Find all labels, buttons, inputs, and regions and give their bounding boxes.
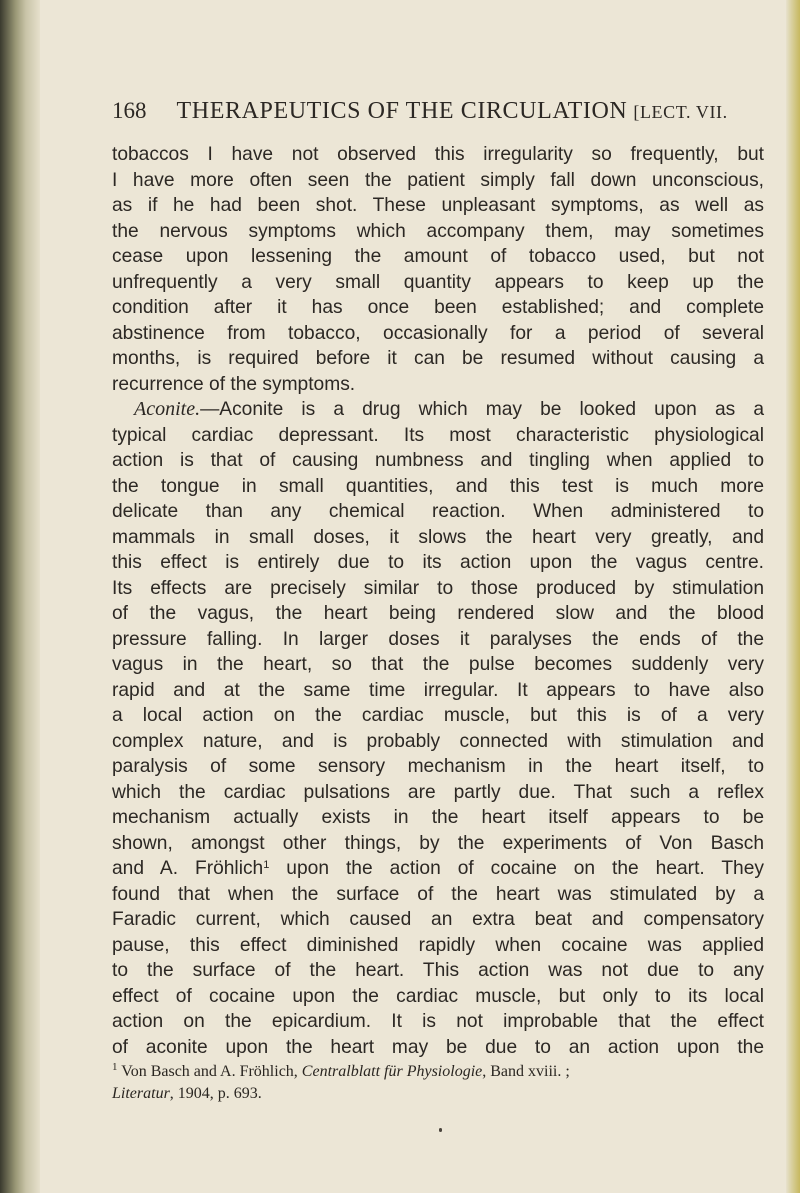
text-line: Its effects are precisely similar to those produced by stimulation [112, 577, 764, 599]
text-line: this effect is entirely due to its action upon the vagus centre. [112, 552, 764, 573]
text-line: cease upon lessening the amount of tobacco used, but not [112, 246, 764, 267]
text-line: of the vagus, the heart being rendered slow and the blood [112, 603, 764, 624]
text-line: a local action on the cardiac muscle, but this is of a very [112, 705, 764, 726]
footnote-text: Von Basch and A. Fröhlich, [117, 1063, 302, 1080]
footnote-marker: 1 [112, 1061, 118, 1073]
text-line: typical cardiac depressant. Its most characteristic physiological [112, 424, 764, 446]
text-line: rapid and at the same time irregular. It appears to have also [112, 679, 764, 701]
text-line: as if he had been shot. These unpleasant symptoms, as well as [112, 195, 764, 216]
text-line: tobaccos I have not observed this irregularity so frequently, but [112, 144, 764, 165]
text-line: mechanism actually exists in the heart itself appears to be [112, 807, 764, 828]
text-line: the nervous symptoms which accompany them, may sometimes [112, 220, 764, 242]
text-fragment: upon the action of cocaine on the heart. They [269, 858, 764, 879]
text-line [112, 397, 764, 423]
text-line [112, 856, 764, 882]
footnote-reference: 1 [263, 859, 270, 871]
footnote [112, 1061, 764, 1105]
text-line: complex nature, and is probably connected with stimulation and [112, 730, 764, 752]
text-line: found that when the surface of the heart was stimulated by a [112, 883, 764, 905]
book-binding-shadow [0, 0, 40, 1193]
text-line: abstinence from tobacco, occasionally for a period of several [112, 322, 764, 344]
book-page [112, 98, 764, 1105]
text-line: shown, amongst other things, by the experiments of Von Basch [112, 832, 764, 854]
text-line: unfrequently a very small quantity appears to keep up the [112, 271, 764, 293]
text-line: action is that of causing numbness and tingling when applied to [112, 450, 764, 471]
text-line: delicate than any chemical reaction. When administered to [112, 501, 764, 522]
text-line: I have more often seen the patient simply fall down unconscious, [112, 169, 764, 191]
text-line: of aconite upon the heart may be due to an action upon the [112, 1036, 764, 1058]
text-line: months, is required before it can be resumed without causing a [112, 348, 764, 369]
page-number: 168 [112, 98, 147, 123]
text-line: pressure falling. In larger doses it paralyses the ends of the [112, 628, 764, 650]
text-line: action on the epicardium. It is not improbable that the effect [112, 1011, 764, 1032]
footnote-line [112, 1061, 764, 1083]
ink-speck [439, 1128, 442, 1132]
page-edge [786, 0, 800, 1193]
footnote-text: , 1904, p. 693. [169, 1085, 262, 1102]
paragraph-aconite [112, 397, 764, 1060]
running-header [112, 98, 764, 138]
text-line: which the cardiac pulsations are partly due. That such a reflex [112, 781, 764, 803]
journal-title: Centralblatt für Physiologie [301, 1063, 483, 1080]
paragraph-tobacco [112, 142, 764, 397]
text-line: effect of cocaine upon the cardiac muscle, but only to its local [112, 985, 764, 1007]
text-line: vagus in the heart, so that the pulse becomes suddenly very [112, 654, 764, 675]
text-line: to the surface of the heart. This action was not due to any [112, 960, 764, 981]
text-line: Faradic current, which caused an extra beat and compensatory [112, 909, 764, 930]
text-line: paralysis of some sensory mechanism in the heart itself, to [112, 756, 764, 777]
text-fragment: and A. Fröhlich [112, 858, 264, 879]
text-line: recurrence of the symptoms. [112, 373, 356, 395]
section-lead-aconite: Aconite. [134, 398, 201, 420]
text-fragment: —Aconite is a drug which may be looked upon as a [200, 399, 764, 420]
body-text [112, 142, 764, 1060]
running-title: THERAPEUTICS OF THE CIRCULATION [176, 98, 628, 124]
lecture-label: [LECT. VII. [633, 102, 728, 122]
text-line: condition after it has once been established; and complete [112, 297, 764, 318]
footnote-text: , Band xviii. ; [482, 1063, 570, 1080]
text-line: mammals in small doses, it slows the heart very greatly, and [112, 526, 764, 548]
text-line: pause, this effect diminished rapidly when cocaine was applied [112, 934, 764, 956]
text-line: the tongue in small quantities, and this test is much more [112, 475, 764, 497]
journal-section: Literatur [112, 1085, 170, 1102]
footnote-line [112, 1083, 764, 1105]
